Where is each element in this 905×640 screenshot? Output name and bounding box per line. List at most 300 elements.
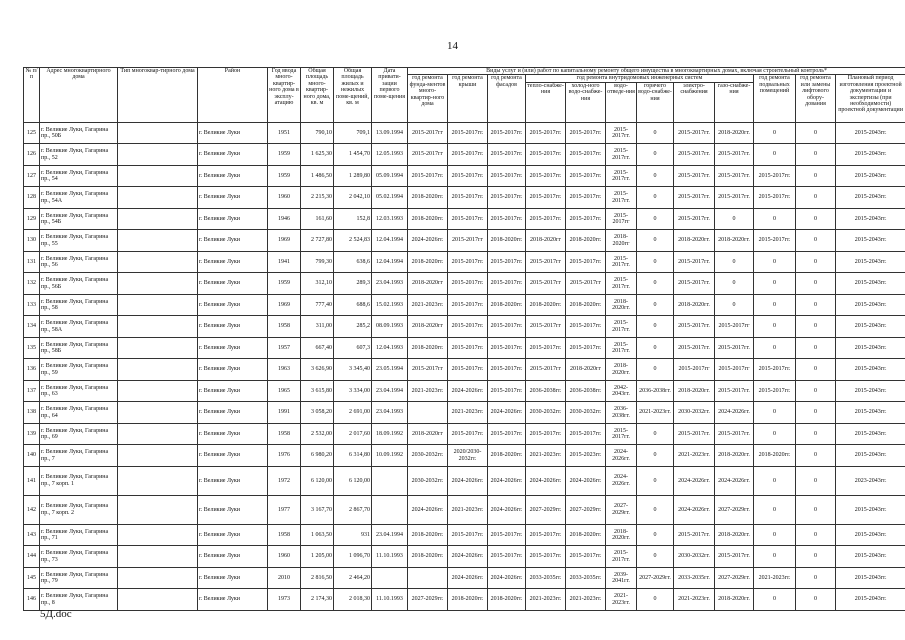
elevator-cell: 0	[796, 230, 836, 252]
table-row	[24, 230, 905, 252]
privatization-cell: 23.04.1994	[372, 524, 408, 546]
planned-period-cell: 2015-2043гг.	[836, 546, 905, 568]
cold-water-cell: 2024-2026гг.	[566, 466, 606, 495]
table-row	[24, 294, 905, 316]
table-row	[24, 495, 905, 524]
row-number: 143	[24, 524, 40, 546]
type-cell	[118, 187, 198, 209]
foundation-cell: 2024-2026гг.	[408, 495, 448, 524]
heat-cell: 2015-2017гг.	[526, 144, 566, 166]
privatization-cell: 18.09.1992	[372, 423, 408, 445]
elevator-cell: 0	[796, 122, 836, 144]
cold-water-cell: 2015-2017гг.	[566, 122, 606, 144]
address-cell: г. Великие Луки, Гагарина пр., 59	[40, 359, 118, 381]
roof-cell: 2015-2017гг.	[448, 273, 488, 295]
elevator-cell: 0	[796, 380, 836, 402]
elevator-cell: 0	[796, 316, 836, 338]
district-cell: г. Великие Луки	[198, 294, 268, 316]
type-cell	[118, 316, 198, 338]
elevator-cell: 0	[796, 495, 836, 524]
total-area-cell: 2 816,50	[301, 567, 334, 589]
electric-cell: 2015-2017гг.	[674, 524, 715, 546]
table-row	[24, 165, 905, 187]
privatization-cell: 10.09.1992	[372, 445, 408, 467]
total-area-cell: 790,10	[301, 122, 334, 144]
heat-cell: 2015-2017гг.	[526, 337, 566, 359]
foundation-cell: 2021-2023гг.	[408, 294, 448, 316]
table-row	[24, 122, 905, 144]
table-row	[24, 337, 905, 359]
foundation-cell: 2018-2020гг.	[408, 337, 448, 359]
basement-cell: 0	[754, 122, 796, 144]
hot-water-cell: 0	[637, 122, 674, 144]
basement-cell: 0	[754, 524, 796, 546]
hot-water-cell: 0	[637, 495, 674, 524]
planned-period-cell: 2015-2043гг.	[836, 495, 905, 524]
table-body	[24, 122, 905, 610]
cold-water-cell: 2018-2020гг.	[566, 230, 606, 252]
district-cell: г. Великие Луки	[198, 423, 268, 445]
year-cell: 1965	[268, 380, 301, 402]
foundation-cell: 2027-2029гг.	[408, 589, 448, 611]
district-cell: г. Великие Луки	[198, 380, 268, 402]
row-number: 130	[24, 230, 40, 252]
total-area-cell: 2 174,30	[301, 589, 334, 611]
facade-cell: 2015-2017гг.	[488, 546, 526, 568]
planned-period-cell: 2015-2043гг.	[836, 251, 905, 273]
district-cell: г. Великие Луки	[198, 144, 268, 166]
living-area-cell: 285,2	[334, 316, 372, 338]
basement-cell: 2015-2017гг.	[754, 359, 796, 381]
total-area-cell: 1 205,00	[301, 546, 334, 568]
gas-cell: 2024-2026гг.	[715, 402, 754, 424]
district-cell: г. Великие Луки	[198, 337, 268, 359]
foundation-cell: 2015-2017гг	[408, 359, 448, 381]
facade-cell: 2018-2020гг.	[488, 589, 526, 611]
sewer-cell: 2036-2038гг.	[606, 402, 637, 424]
electric-cell: 2018-2020гг.	[674, 380, 715, 402]
planned-period-cell: 2015-2043гг.	[836, 524, 905, 546]
year-cell: 1958	[268, 524, 301, 546]
total-area-cell: 311,00	[301, 316, 334, 338]
planned-period-cell: 2015-2043гг.	[836, 423, 905, 445]
cold-water-cell: 2015-2023гг.	[566, 445, 606, 467]
heat-cell: 2015-2017гг	[526, 251, 566, 273]
sewer-cell: 2018-2020гг	[606, 230, 637, 252]
roof-cell: 2024-2026гг.	[448, 567, 488, 589]
hot-water-cell: 0	[637, 230, 674, 252]
basement-cell: 0	[754, 337, 796, 359]
hot-water-cell: 0	[637, 423, 674, 445]
roof-cell: 2015-2017гг.	[448, 187, 488, 209]
sewer-cell: 2024-2026гг.	[606, 445, 637, 467]
total-area-cell: 6 980,20	[301, 445, 334, 467]
foundation-cell: 2018-2020гг	[408, 316, 448, 338]
elevator-cell: 0	[796, 187, 836, 209]
elevator-cell: 0	[796, 423, 836, 445]
hot-water-cell: 0	[637, 144, 674, 166]
roof-cell: 2024-2026гг.	[448, 466, 488, 495]
facade-cell: 2024-2026гг.	[488, 495, 526, 524]
hot-water-cell: 0	[637, 208, 674, 230]
basement-cell: 2015-2017гг.	[754, 230, 796, 252]
gas-cell: 2015-2017гг.	[715, 165, 754, 187]
district-cell: г. Великие Луки	[198, 546, 268, 568]
elevator-cell: 0	[796, 445, 836, 467]
row-number: 129	[24, 208, 40, 230]
privatization-cell: 12.04.1994	[372, 230, 408, 252]
row-number: 145	[24, 567, 40, 589]
elevator-cell: 0	[796, 337, 836, 359]
living-area-cell: 289,3	[334, 273, 372, 295]
basement-cell: 0	[754, 208, 796, 230]
heat-cell: 2033-2035гг.	[526, 567, 566, 589]
cold-water-cell: 2015-2017гг.	[566, 208, 606, 230]
electric-cell: 2030-2032гг.	[674, 546, 715, 568]
total-area-cell: 777,40	[301, 294, 334, 316]
foundation-cell: 2015-2017гг	[408, 122, 448, 144]
year-cell: 1969	[268, 230, 301, 252]
address-cell: г. Великие Луки, Гагарина пр., 64	[40, 402, 118, 424]
electric-cell: 2015-2017гг.	[674, 423, 715, 445]
sewer-cell: 2018-2020гг.	[606, 359, 637, 381]
row-number: 136	[24, 359, 40, 381]
type-cell	[118, 589, 198, 611]
elevator-cell: 0	[796, 208, 836, 230]
row-number: 126	[24, 144, 40, 166]
row-number: 140	[24, 445, 40, 467]
col-elevator-header: год ремонта или замены лифтового обору-дования	[796, 75, 836, 122]
basement-cell: 0	[754, 251, 796, 273]
address-cell: г. Великие Луки, Гагарина пр., 63	[40, 380, 118, 402]
facade-cell: 2015-2017гг.	[488, 423, 526, 445]
district-cell: г. Великие Луки	[198, 495, 268, 524]
sewer-cell: 2015-2017гг.	[606, 251, 637, 273]
row-number: 146	[24, 589, 40, 611]
col-hot-water-header: горячего водо-снабже-ния	[637, 82, 674, 122]
cold-water-cell: 2018-2020гг	[566, 359, 606, 381]
hot-water-cell: 0	[637, 316, 674, 338]
heat-cell: 2036-2038гг.	[526, 380, 566, 402]
heat-cell: 2015-2017гг	[526, 316, 566, 338]
living-area-cell: 1 454,70	[334, 144, 372, 166]
roof-cell: 2015-2017гг.	[448, 524, 488, 546]
elevator-cell: 0	[796, 359, 836, 381]
page-number: 14	[447, 40, 458, 52]
sewer-cell: 2015-2017гг.	[606, 337, 637, 359]
col-address-header: Адрес многоквартирного дома	[40, 68, 118, 123]
cold-water-cell: 2015-2017гг	[566, 273, 606, 295]
sewer-cell: 2015-2017гг.	[606, 423, 637, 445]
address-cell: г. Великие Луки, Гагарина пр., 79	[40, 567, 118, 589]
roof-cell: 2024-2026гг.	[448, 546, 488, 568]
basement-cell: 0	[754, 316, 796, 338]
planned-period-cell: 2015-2043гг.	[836, 294, 905, 316]
privatization-cell: 05.02.1994	[372, 187, 408, 209]
planned-period-cell: 2015-2043гг.	[836, 316, 905, 338]
electric-cell: 2015-2017гг.	[674, 122, 715, 144]
basement-cell: 2015-2017гг.	[754, 380, 796, 402]
elevator-cell: 0	[796, 273, 836, 295]
facade-cell: 2015-2017гг.	[488, 187, 526, 209]
table-row	[24, 567, 905, 589]
year-cell: 1941	[268, 251, 301, 273]
table-row	[24, 144, 905, 166]
gas-cell: 2018-2020гг.	[715, 524, 754, 546]
elevator-cell: 0	[796, 589, 836, 611]
col-year-header: Год ввода много-квартир-ного дома в эксплу-атацию	[268, 68, 301, 123]
year-cell: 1973	[268, 589, 301, 611]
works-group-header: Виды услуг и (или) работ по капитальному ремонту общего имущества в многоквартирных домах, включая строительный контроль*	[408, 68, 905, 75]
heat-cell: 2015-2017гг.	[526, 122, 566, 144]
row-number: 137	[24, 380, 40, 402]
district-cell: г. Великие Луки	[198, 208, 268, 230]
privatization-cell	[372, 495, 408, 524]
col-facade-header: год ремонта фасадов	[488, 75, 526, 122]
gas-cell: 2018-2020гг.	[715, 122, 754, 144]
basement-cell: 0	[754, 273, 796, 295]
hot-water-cell: 2036-2038гг.	[637, 380, 674, 402]
electric-cell: 2033-2035гг.	[674, 567, 715, 589]
facade-cell: 2015-2017гг.	[488, 337, 526, 359]
district-cell: г. Великие Луки	[198, 567, 268, 589]
hot-water-cell: 0	[637, 165, 674, 187]
heat-cell: 2021-2023гг.	[526, 445, 566, 467]
elevator-cell: 0	[796, 546, 836, 568]
living-area-cell: 1 096,70	[334, 546, 372, 568]
col-electric-header: электро-снабжения	[674, 82, 715, 122]
living-area-cell: 2 017,60	[334, 423, 372, 445]
planned-period-cell: 2015-2043гг.	[836, 144, 905, 166]
col-living-area-header: Общая площадь жилых и нежилых поме-щений, кв. м	[334, 68, 372, 123]
privatization-cell: 12.03.1993	[372, 208, 408, 230]
col-heat-header: тепло-снабже-ния	[526, 82, 566, 122]
hot-water-cell: 0	[637, 445, 674, 467]
district-cell: г. Великие Луки	[198, 466, 268, 495]
electric-cell: 2018-2020гг.	[674, 230, 715, 252]
planned-period-cell: 2015-2043гг.	[836, 273, 905, 295]
living-area-cell: 2 042,10	[334, 187, 372, 209]
basement-cell: 2018-2020гг.	[754, 445, 796, 467]
cold-water-cell: 2033-2035гг.	[566, 567, 606, 589]
address-cell: г. Великие Луки, Гагарина пр., 58Б	[40, 337, 118, 359]
sewer-cell: 2015-2017гг.	[606, 165, 637, 187]
living-area-cell: 2 524,83	[334, 230, 372, 252]
gas-cell: 2027-2029гг.	[715, 495, 754, 524]
foundation-cell: 2018-2020гг.	[408, 208, 448, 230]
address-cell: г. Великие Луки, Гагарина пр., 73	[40, 546, 118, 568]
row-number: 125	[24, 122, 40, 144]
electric-cell: 2015-2017гг.	[674, 316, 715, 338]
roof-cell: 2015-2017гг.	[448, 122, 488, 144]
roof-cell: 2015-2017гг.	[448, 144, 488, 166]
sewer-cell: 2015-2017гг.	[606, 316, 637, 338]
gas-cell: 0	[715, 208, 754, 230]
cold-water-cell: 2036-2038гг.	[566, 380, 606, 402]
sewer-cell: 2015-2017гг.	[606, 187, 637, 209]
foundation-cell: 2015-2017гг	[408, 144, 448, 166]
basement-cell: 0	[754, 144, 796, 166]
gas-cell: 2015-2017гг.	[715, 337, 754, 359]
district-cell: г. Великие Луки	[198, 187, 268, 209]
type-cell	[118, 495, 198, 524]
roof-cell: 2015-2017гг.	[448, 423, 488, 445]
planned-period-cell: 2015-2043гг.	[836, 165, 905, 187]
cold-water-cell: 2015-2017гг.	[566, 187, 606, 209]
row-number: 135	[24, 337, 40, 359]
address-cell: г. Великие Луки, Гагарина пр., 56Б	[40, 273, 118, 295]
heat-cell: 2015-2017гг.	[526, 208, 566, 230]
roof-cell: 2021-2023гг.	[448, 495, 488, 524]
row-number: 141	[24, 466, 40, 495]
planned-period-cell: 2015-2043гг.	[836, 187, 905, 209]
basement-cell: 0	[754, 466, 796, 495]
gas-cell: 2015-2017гг.	[715, 144, 754, 166]
facade-cell: 2015-2017гг.	[488, 165, 526, 187]
hot-water-cell: 0	[637, 589, 674, 611]
gas-cell: 2024-2026гг.	[715, 466, 754, 495]
planned-period-cell: 2015-2043гг.	[836, 402, 905, 424]
foundation-cell: 2018-2020гг.	[408, 524, 448, 546]
table-row	[24, 466, 905, 495]
facade-cell: 2015-2017гг.	[488, 524, 526, 546]
col-type-header: Тип многоквар-тирного дома	[118, 68, 198, 123]
gas-cell: 2027-2029гг.	[715, 567, 754, 589]
hot-water-cell: 0	[637, 273, 674, 295]
row-number: 139	[24, 423, 40, 445]
facade-cell: 2015-2017гг.	[488, 359, 526, 381]
cold-water-cell: 2030-2032гг.	[566, 402, 606, 424]
facade-cell: 2018-2020гг.	[488, 445, 526, 467]
foundation-cell: 2018-2020гг.	[408, 187, 448, 209]
elevator-cell: 0	[796, 466, 836, 495]
living-area-cell: 2 867,70	[334, 495, 372, 524]
sewer-cell: 2027-2029гг.	[606, 495, 637, 524]
living-area-cell: 3 345,40	[334, 359, 372, 381]
address-cell: г. Великие Луки, Гагарина пр., 50Б	[40, 122, 118, 144]
sewer-cell: 2015-2017гг	[606, 208, 637, 230]
privatization-cell: 15.02.1993	[372, 294, 408, 316]
roof-cell: 2015-2017гг.	[448, 208, 488, 230]
elevator-cell: 0	[796, 402, 836, 424]
heat-cell: 2015-2017гг	[526, 273, 566, 295]
living-area-cell: 6 314,80	[334, 445, 372, 467]
roof-cell: 2021-2023гг.	[448, 402, 488, 424]
row-number: 134	[24, 316, 40, 338]
total-area-cell: 667,40	[301, 337, 334, 359]
type-cell	[118, 273, 198, 295]
row-number: 131	[24, 251, 40, 273]
year-cell: 1958	[268, 316, 301, 338]
heat-cell: 2015-2017гг.	[526, 187, 566, 209]
type-cell	[118, 122, 198, 144]
cold-water-cell: 2015-2017гг.	[566, 423, 606, 445]
gas-cell: 2015-2017гг.	[715, 546, 754, 568]
hot-water-cell: 0	[637, 466, 674, 495]
electric-cell: 2015-2017гг	[674, 359, 715, 381]
elevator-cell: 0	[796, 294, 836, 316]
gas-cell: 2015-2017гг.	[715, 423, 754, 445]
row-number: 144	[24, 546, 40, 568]
elevator-cell: 0	[796, 567, 836, 589]
heat-cell: 2018-2020гг.	[526, 294, 566, 316]
gas-cell: 2015-2017гг.	[715, 187, 754, 209]
living-area-cell: 2 018,30	[334, 589, 372, 611]
sewer-cell: 2021-2023гг.	[606, 589, 637, 611]
electric-cell: 2015-2017гг.	[674, 251, 715, 273]
type-cell	[118, 380, 198, 402]
table-row	[24, 359, 905, 381]
table-row	[24, 187, 905, 209]
type-cell	[118, 208, 198, 230]
district-cell: г. Великие Луки	[198, 589, 268, 611]
year-cell: 1958	[268, 423, 301, 445]
roof-cell: 2015-2017гг.	[448, 337, 488, 359]
type-cell	[118, 230, 198, 252]
facade-cell: 2024-2026гг.	[488, 567, 526, 589]
roof-cell: 2015-2017гг.	[448, 165, 488, 187]
year-cell: 1969	[268, 294, 301, 316]
electric-cell: 2021-2023гг.	[674, 589, 715, 611]
col-foundation-header: год ремонта фунда-ментов много-квартир-ного дома	[408, 75, 448, 122]
hot-water-cell: 0	[637, 294, 674, 316]
electric-cell: 2024-2026гг.	[674, 466, 715, 495]
heat-cell: 2015-2017гг	[526, 359, 566, 381]
table-row	[24, 273, 905, 295]
year-cell: 1959	[268, 165, 301, 187]
address-cell: г. Великие Луки, Гагарина пр., 54А	[40, 187, 118, 209]
district-cell: г. Великие Луки	[198, 165, 268, 187]
gas-cell: 0	[715, 273, 754, 295]
facade-cell: 2018-2020гг.	[488, 294, 526, 316]
planned-period-cell: 2015-2043гг.	[836, 337, 905, 359]
type-cell	[118, 402, 198, 424]
type-cell	[118, 524, 198, 546]
privatization-cell: 08.09.1993	[372, 316, 408, 338]
foundation-cell: 2018-2020гг.	[408, 546, 448, 568]
roof-cell: 2015-2017гг.	[448, 316, 488, 338]
hot-water-cell: 0	[637, 546, 674, 568]
type-cell	[118, 423, 198, 445]
planned-period-cell: 2023-2043гг.	[836, 466, 905, 495]
hot-water-cell: 0	[637, 524, 674, 546]
electric-cell: 2015-2017гг.	[674, 208, 715, 230]
foundation-cell: 2030-2032гг.	[408, 466, 448, 495]
roof-cell: 2015-2017гг.	[448, 251, 488, 273]
privatization-cell: 12.04.1993	[372, 337, 408, 359]
internal-systems-header: год ремонта внутридомовых инженерных систем	[526, 75, 754, 82]
district-cell: г. Великие Луки	[198, 402, 268, 424]
type-cell	[118, 567, 198, 589]
gas-cell: 0	[715, 251, 754, 273]
living-area-cell: 2 464,20	[334, 567, 372, 589]
heat-cell: 2027-2029гг.	[526, 495, 566, 524]
cold-water-cell: 2015-2017гг.	[566, 144, 606, 166]
sewer-cell: 2015-2017гг.	[606, 273, 637, 295]
year-cell: 1972	[268, 466, 301, 495]
address-cell: г. Великие Луки, Гагарина пр., 58А	[40, 316, 118, 338]
roof-cell: 2018-2020гг.	[448, 589, 488, 611]
roof-cell: 2015-2017гг.	[448, 294, 488, 316]
total-area-cell: 3 167,70	[301, 495, 334, 524]
privatization-cell: 23.05.1994	[372, 359, 408, 381]
electric-cell: 2030-2032гг.	[674, 402, 715, 424]
privatization-cell: 12.04.1994	[372, 251, 408, 273]
foundation-cell	[408, 402, 448, 424]
type-cell	[118, 144, 198, 166]
row-number: 127	[24, 165, 40, 187]
cold-water-cell: 2015-2017гг.	[566, 251, 606, 273]
